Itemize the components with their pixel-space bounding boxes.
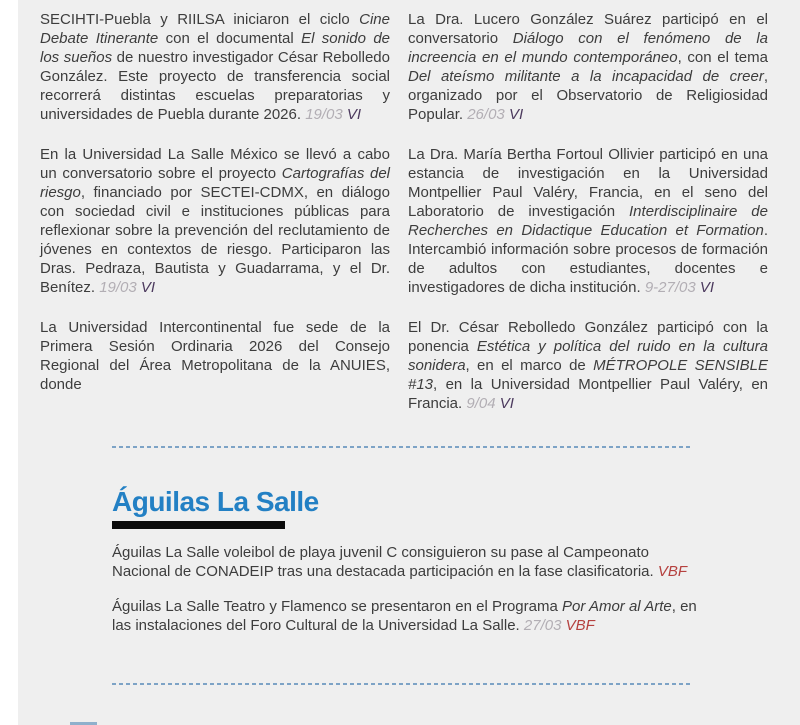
text-segment: VI: [140, 279, 156, 296]
text-segment: de nuestro investigador César Rebolledo González. Este proyecto de transferencia social recorrerá distintas escuelas preparatorias y universidades de Puebla durante 2026.: [40, 49, 390, 123]
text-segment: 19/03: [99, 279, 141, 296]
news-column-left: [40, 10, 390, 434]
text-segment: , organizado por el Observatorio de Religiosidad Popular.: [408, 68, 768, 123]
news-paragraph: [40, 145, 390, 297]
text-segment: El sonido de los sueños: [40, 30, 391, 66]
newsletter-page: [18, 0, 800, 725]
text-segment: La Dra. María Bertha Fortoul Ollivier participó en una estancia de investigación en la Universidad Montpellier Paul Valéry, Francia, en el seno del Laboratorio de investigación: [408, 146, 768, 220]
text-segment: , con el tema: [677, 49, 768, 66]
news-paragraph: [408, 145, 768, 297]
text-segment: , en la Universidad Montpellier Paul Valéry, en Francia.: [408, 376, 768, 412]
text-segment: . Intercambió información sobre procesos de formación de adultos con estudiantes, docentes e investigadores de dicha institución.: [408, 222, 768, 296]
section-paragraph: [112, 597, 708, 635]
text-segment: VBF: [565, 617, 595, 634]
text-segment: Águilas La Salle voleibol de playa juvenil C consiguieron su pase al Campeonato Nacional de CONADEIP tras una destacada participación en la fase clasificatoria.: [112, 544, 658, 580]
title-underline-bar: [112, 521, 285, 529]
news-paragraph: [408, 10, 768, 124]
text-segment: La Universidad Intercontinental fue sede de la Primera Sesión Ordinaria 2026 del Consejo Regional del Área Metropolitana de la ANUIES, donde: [40, 319, 390, 393]
text-segment: Águilas La Salle Teatro y Flamenco se presentaron en el Programa: [112, 598, 562, 615]
section-divider-top: [112, 446, 690, 448]
text-segment: 9/04: [466, 395, 500, 412]
text-segment: VBF: [657, 563, 688, 580]
text-segment: Por Amor al Arte: [561, 598, 672, 615]
text-segment: VI: [508, 106, 524, 123]
text-segment: Cartografías del riesgo: [40, 165, 390, 201]
text-segment: VI: [346, 106, 362, 123]
text-segment: Cine Debate Itinerante: [40, 11, 390, 47]
text-segment: SECIHTI-Puebla y RIILSA iniciaron el ciclo: [40, 11, 360, 28]
text-segment: La Dra. Lucero González Suárez participó en el conversatorio: [408, 11, 768, 47]
text-segment: En la Universidad La Salle México se llevó a cabo un conversatorio sobre el proyecto: [40, 146, 390, 182]
news-paragraph: [408, 318, 768, 413]
news-columns: [18, 0, 800, 434]
text-segment: VI: [499, 395, 514, 412]
text-segment: con el documental: [158, 30, 302, 47]
text-segment: VI: [699, 279, 715, 296]
text-segment: , en el marco de: [465, 357, 594, 374]
news-paragraph: [40, 318, 390, 394]
text-segment: Diálogo con el fenómeno de la increencia en el mundo contemporáneo: [408, 30, 769, 66]
text-segment: Estética y política del ruido en la cultura sonidera: [408, 338, 768, 374]
text-segment: , financiado por SECTEI-CDMX, en diálogo con sociedad civil e instituciones públicas para reflexionar sobre la prevención del reclutamiento de jóvenes en contextos de riesgo. Participaron las Dras. Pedraza, Bautista y Guadarrama, y el Dr. Benítez.: [40, 184, 390, 296]
text-segment: MÉTROPOLE SENSIBLE #13: [408, 357, 768, 393]
text-segment: 27/03: [523, 617, 566, 634]
news-column-right: [408, 10, 768, 434]
text-segment: 9-27/03: [644, 279, 700, 296]
text-segment: 19/03: [305, 106, 347, 123]
section-divider-bottom: [112, 683, 690, 685]
text-segment: Interdisciplinaire de Recherches en Didactique Education et Formation: [408, 203, 768, 239]
text-segment: El Dr. César Rebolledo González participó con la ponencia: [408, 319, 768, 355]
text-segment: , en las instalaciones del Foro Cultural de la Universidad La Salle.: [112, 598, 697, 634]
aguilas-section: [18, 446, 800, 685]
section-paragraph: [112, 543, 708, 581]
text-segment: 26/03: [467, 106, 509, 123]
news-paragraph: [40, 10, 390, 124]
text-segment: Del ateísmo militante a la incapacidad de creer: [408, 68, 764, 85]
section-title: Águilas La Salle: [112, 486, 319, 517]
